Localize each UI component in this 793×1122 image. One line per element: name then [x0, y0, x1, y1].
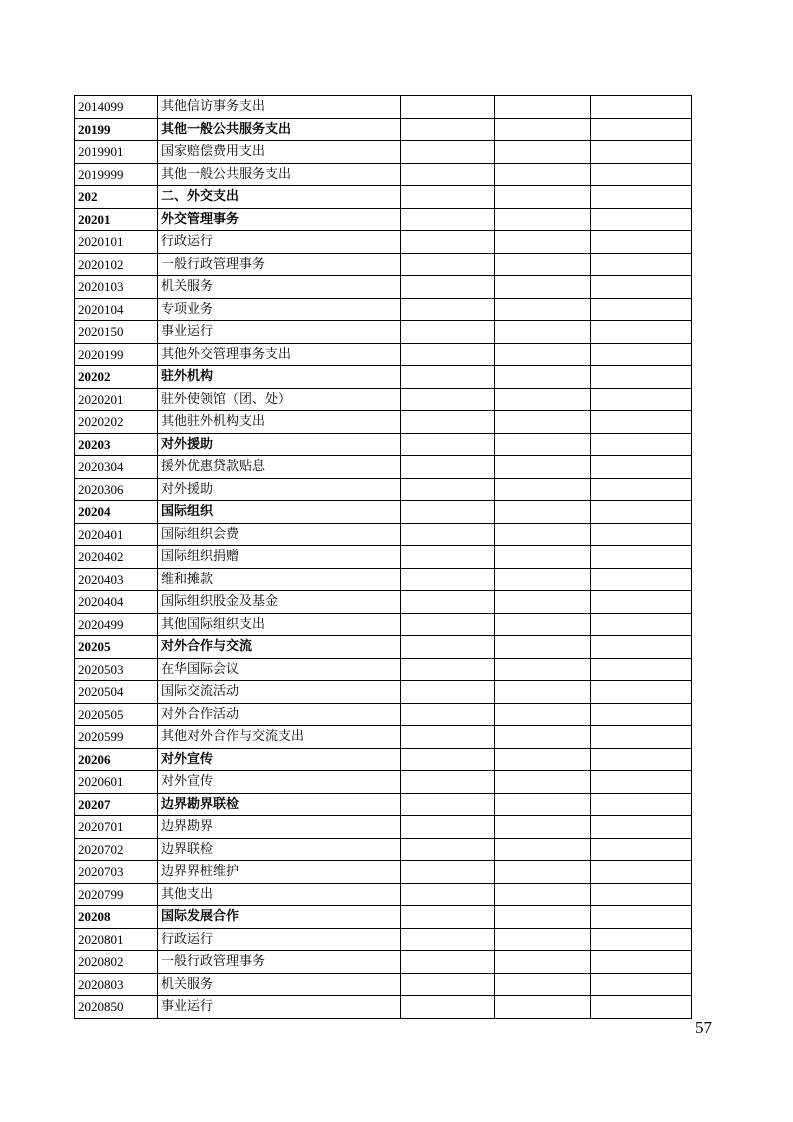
- subject-name-cell: 边界联检: [158, 838, 401, 861]
- table-row: [75, 726, 692, 749]
- amount-cell: [495, 951, 591, 974]
- amount-cell: [495, 681, 591, 704]
- amount-cell: [495, 568, 591, 591]
- subject-code-cell: 20205: [75, 636, 158, 659]
- amount-cell: [401, 636, 495, 659]
- amount-cell: [591, 591, 692, 614]
- amount-cell: [495, 996, 591, 1019]
- subject-code-cell: 2020702: [75, 838, 158, 861]
- subject-name-cell: 事业运行: [158, 321, 401, 344]
- table-row: [75, 523, 692, 546]
- subject-code-cell: 2020202: [75, 411, 158, 434]
- subject-name-cell: 驻外使领馆（团、处）: [158, 388, 401, 411]
- table-row: [75, 838, 692, 861]
- table-row: [75, 883, 692, 906]
- amount-cell: [401, 883, 495, 906]
- amount-cell: [591, 568, 692, 591]
- amount-cell: [401, 388, 495, 411]
- subject-code-cell: 2020306: [75, 478, 158, 501]
- subject-name-cell: 二、外交支出: [158, 186, 401, 209]
- amount-cell: [401, 613, 495, 636]
- subject-code-cell: 20206: [75, 748, 158, 771]
- amount-cell: [591, 433, 692, 456]
- subject-code-cell: 2020150: [75, 321, 158, 344]
- amount-cell: [591, 793, 692, 816]
- amount-cell: [591, 253, 692, 276]
- amount-cell: [591, 613, 692, 636]
- subject-code-cell: 2020102: [75, 253, 158, 276]
- subject-name-cell: 行政运行: [158, 231, 401, 254]
- amount-cell: [591, 321, 692, 344]
- subject-name-cell: 机关服务: [158, 276, 401, 299]
- amount-cell: [495, 816, 591, 839]
- subject-name-cell: 国际组织会费: [158, 523, 401, 546]
- subject-name-cell: 其他驻外机构支出: [158, 411, 401, 434]
- amount-cell: [401, 141, 495, 164]
- amount-cell: [591, 771, 692, 794]
- subject-name-cell: 一般行政管理事务: [158, 951, 401, 974]
- amount-cell: [591, 456, 692, 479]
- table-row: [75, 343, 692, 366]
- amount-cell: [495, 321, 591, 344]
- subject-code-cell: 202: [75, 186, 158, 209]
- subject-code-cell: 2020101: [75, 231, 158, 254]
- subject-name-cell: 其他外交管理事务支出: [158, 343, 401, 366]
- subject-name-cell: 其他对外合作与交流支出: [158, 726, 401, 749]
- subject-name-cell: 维和摊款: [158, 568, 401, 591]
- subject-name-cell: 国际发展合作: [158, 906, 401, 929]
- amount-cell: [591, 478, 692, 501]
- amount-cell: [495, 163, 591, 186]
- amount-cell: [401, 276, 495, 299]
- table-row: [75, 411, 692, 434]
- amount-cell: [591, 928, 692, 951]
- subject-code-cell: 2020504: [75, 681, 158, 704]
- amount-cell: [591, 951, 692, 974]
- subject-code-cell: 2020104: [75, 298, 158, 321]
- subject-code-cell: 20207: [75, 793, 158, 816]
- subject-code-cell: 20204: [75, 501, 158, 524]
- table-row: [75, 906, 692, 929]
- amount-cell: [401, 771, 495, 794]
- amount-cell: [495, 411, 591, 434]
- amount-cell: [401, 726, 495, 749]
- amount-cell: [495, 96, 591, 119]
- table-row: [75, 231, 692, 254]
- amount-cell: [591, 546, 692, 569]
- amount-cell: [591, 343, 692, 366]
- amount-cell: [591, 636, 692, 659]
- subject-code-cell: 2020850: [75, 996, 158, 1019]
- amount-cell: [591, 658, 692, 681]
- amount-cell: [495, 928, 591, 951]
- amount-cell: [401, 456, 495, 479]
- subject-code-cell: 2020801: [75, 928, 158, 951]
- amount-cell: [591, 163, 692, 186]
- amount-cell: [495, 433, 591, 456]
- amount-cell: [401, 928, 495, 951]
- table-row: [75, 433, 692, 456]
- amount-cell: [401, 253, 495, 276]
- subject-code-cell: 2020803: [75, 973, 158, 996]
- subject-code-cell: 2020103: [75, 276, 158, 299]
- amount-cell: [495, 276, 591, 299]
- amount-cell: [401, 568, 495, 591]
- subject-name-cell: 其他支出: [158, 883, 401, 906]
- amount-cell: [591, 906, 692, 929]
- subject-name-cell: 对外宣传: [158, 771, 401, 794]
- amount-cell: [591, 748, 692, 771]
- subject-code-cell: 20208: [75, 906, 158, 929]
- amount-cell: [401, 231, 495, 254]
- subject-name-cell: 其他一般公共服务支出: [158, 163, 401, 186]
- table-row: [75, 456, 692, 479]
- subject-name-cell: 外交管理事务: [158, 208, 401, 231]
- amount-cell: [401, 321, 495, 344]
- table-row: [75, 163, 692, 186]
- amount-cell: [591, 411, 692, 434]
- amount-cell: [401, 658, 495, 681]
- subject-code-cell: 20199: [75, 118, 158, 141]
- page-number: 57: [695, 1018, 712, 1037]
- subject-name-cell: 国家赔偿费用支出: [158, 141, 401, 164]
- amount-cell: [591, 523, 692, 546]
- subject-name-cell: 边界勘界联检: [158, 793, 401, 816]
- budget-subject-table: [74, 95, 692, 1019]
- subject-code-cell: 20203: [75, 433, 158, 456]
- amount-cell: [591, 366, 692, 389]
- subject-name-cell: 国际组织: [158, 501, 401, 524]
- amount-cell: [401, 501, 495, 524]
- table-row: [75, 973, 692, 996]
- amount-cell: [495, 343, 591, 366]
- amount-cell: [401, 433, 495, 456]
- amount-cell: [401, 118, 495, 141]
- amount-cell: [591, 141, 692, 164]
- amount-cell: [401, 343, 495, 366]
- amount-cell: [495, 118, 591, 141]
- amount-cell: [401, 681, 495, 704]
- amount-cell: [495, 298, 591, 321]
- table-row: [75, 681, 692, 704]
- amount-cell: [401, 298, 495, 321]
- subject-name-cell: 对外合作活动: [158, 703, 401, 726]
- subject-code-cell: 2020599: [75, 726, 158, 749]
- amount-cell: [495, 748, 591, 771]
- subject-code-cell: 2020403: [75, 568, 158, 591]
- amount-cell: [401, 951, 495, 974]
- table-row: [75, 748, 692, 771]
- amount-cell: [495, 523, 591, 546]
- amount-cell: [401, 366, 495, 389]
- amount-cell: [401, 591, 495, 614]
- amount-cell: [591, 298, 692, 321]
- amount-cell: [495, 253, 591, 276]
- amount-cell: [591, 726, 692, 749]
- amount-cell: [495, 771, 591, 794]
- amount-cell: [495, 838, 591, 861]
- table-row: [75, 613, 692, 636]
- subject-name-cell: 一般行政管理事务: [158, 253, 401, 276]
- amount-cell: [591, 208, 692, 231]
- subject-name-cell: 驻外机构: [158, 366, 401, 389]
- amount-cell: [591, 861, 692, 884]
- amount-cell: [401, 411, 495, 434]
- subject-code-cell: 20201: [75, 208, 158, 231]
- amount-cell: [591, 231, 692, 254]
- subject-name-cell: 其他一般公共服务支出: [158, 118, 401, 141]
- table-row: [75, 658, 692, 681]
- amount-cell: [401, 208, 495, 231]
- amount-cell: [591, 681, 692, 704]
- table-row: [75, 928, 692, 951]
- subject-name-cell: 事业运行: [158, 996, 401, 1019]
- subject-code-cell: 2020601: [75, 771, 158, 794]
- subject-code-cell: 2020802: [75, 951, 158, 974]
- subject-name-cell: 国际交流活动: [158, 681, 401, 704]
- subject-name-cell: 专项业务: [158, 298, 401, 321]
- amount-cell: [591, 388, 692, 411]
- subject-name-cell: 边界勘界: [158, 816, 401, 839]
- table-row: [75, 253, 692, 276]
- table-row: [75, 636, 692, 659]
- amount-cell: [591, 186, 692, 209]
- amount-cell: [401, 703, 495, 726]
- amount-cell: [495, 231, 591, 254]
- amount-cell: [495, 658, 591, 681]
- amount-cell: [495, 208, 591, 231]
- amount-cell: [591, 118, 692, 141]
- amount-cell: [591, 501, 692, 524]
- table-body: [75, 96, 692, 1019]
- table-row: [75, 771, 692, 794]
- amount-cell: [495, 883, 591, 906]
- amount-cell: [495, 613, 591, 636]
- amount-cell: [591, 816, 692, 839]
- subject-code-cell: 2014099: [75, 96, 158, 119]
- subject-code-cell: 2020304: [75, 456, 158, 479]
- amount-cell: [495, 388, 591, 411]
- table-row: [75, 388, 692, 411]
- table-row: [75, 861, 692, 884]
- subject-code-cell: 2020401: [75, 523, 158, 546]
- amount-cell: [401, 163, 495, 186]
- amount-cell: [591, 276, 692, 299]
- subject-code-cell: 2020505: [75, 703, 158, 726]
- subject-code-cell: 2020701: [75, 816, 158, 839]
- amount-cell: [591, 973, 692, 996]
- amount-cell: [495, 703, 591, 726]
- amount-cell: [401, 96, 495, 119]
- amount-cell: [495, 141, 591, 164]
- amount-cell: [401, 838, 495, 861]
- amount-cell: [495, 366, 591, 389]
- amount-cell: [495, 973, 591, 996]
- subject-code-cell: 2020703: [75, 861, 158, 884]
- subject-code-cell: 20202: [75, 366, 158, 389]
- amount-cell: [591, 703, 692, 726]
- amount-cell: [401, 793, 495, 816]
- table-row: [75, 478, 692, 501]
- subject-name-cell: 对外宣传: [158, 748, 401, 771]
- subject-code-cell: 2019999: [75, 163, 158, 186]
- amount-cell: [401, 748, 495, 771]
- table-row: [75, 996, 692, 1019]
- amount-cell: [591, 838, 692, 861]
- amount-cell: [495, 186, 591, 209]
- subject-code-cell: 2020199: [75, 343, 158, 366]
- amount-cell: [401, 996, 495, 1019]
- amount-cell: [401, 186, 495, 209]
- amount-cell: [495, 861, 591, 884]
- subject-name-cell: 援外优惠贷款贴息: [158, 456, 401, 479]
- amount-cell: [401, 478, 495, 501]
- amount-cell: [495, 478, 591, 501]
- table-row: [75, 546, 692, 569]
- subject-name-cell: 国际组织捐赠: [158, 546, 401, 569]
- subject-name-cell: 国际组织股金及基金: [158, 591, 401, 614]
- amount-cell: [401, 973, 495, 996]
- subject-name-cell: 边界界桩维护: [158, 861, 401, 884]
- table-row: [75, 321, 692, 344]
- table-row: [75, 951, 692, 974]
- subject-code-cell: 2020499: [75, 613, 158, 636]
- subject-code-cell: 2019901: [75, 141, 158, 164]
- subject-name-cell: 其他国际组织支出: [158, 613, 401, 636]
- table-row: [75, 96, 692, 119]
- subject-name-cell: 在华国际会议: [158, 658, 401, 681]
- amount-cell: [495, 906, 591, 929]
- subject-name-cell: 对外合作与交流: [158, 636, 401, 659]
- amount-cell: [401, 906, 495, 929]
- amount-cell: [495, 456, 591, 479]
- amount-cell: [495, 591, 591, 614]
- amount-cell: [401, 816, 495, 839]
- table-row: [75, 298, 692, 321]
- table-row: [75, 118, 692, 141]
- amount-cell: [495, 636, 591, 659]
- table-row: [75, 141, 692, 164]
- table-row: [75, 366, 692, 389]
- amount-cell: [591, 996, 692, 1019]
- table-row: [75, 591, 692, 614]
- amount-cell: [401, 861, 495, 884]
- subject-code-cell: 2020404: [75, 591, 158, 614]
- table-row: [75, 568, 692, 591]
- subject-code-cell: 2020402: [75, 546, 158, 569]
- table-row: [75, 816, 692, 839]
- subject-name-cell: 机关服务: [158, 973, 401, 996]
- amount-cell: [495, 793, 591, 816]
- amount-cell: [401, 523, 495, 546]
- table-row: [75, 501, 692, 524]
- subject-code-cell: 2020503: [75, 658, 158, 681]
- amount-cell: [591, 96, 692, 119]
- subject-code-cell: 2020799: [75, 883, 158, 906]
- subject-name-cell: 对外援助: [158, 478, 401, 501]
- table-row: [75, 703, 692, 726]
- amount-cell: [495, 501, 591, 524]
- table-row: [75, 208, 692, 231]
- subject-code-cell: 2020201: [75, 388, 158, 411]
- table-row: [75, 276, 692, 299]
- amount-cell: [401, 546, 495, 569]
- table-row: [75, 186, 692, 209]
- table-row: [75, 793, 692, 816]
- subject-name-cell: 行政运行: [158, 928, 401, 951]
- amount-cell: [495, 546, 591, 569]
- amount-cell: [495, 726, 591, 749]
- amount-cell: [591, 883, 692, 906]
- subject-name-cell: 其他信访事务支出: [158, 96, 401, 119]
- subject-name-cell: 对外援助: [158, 433, 401, 456]
